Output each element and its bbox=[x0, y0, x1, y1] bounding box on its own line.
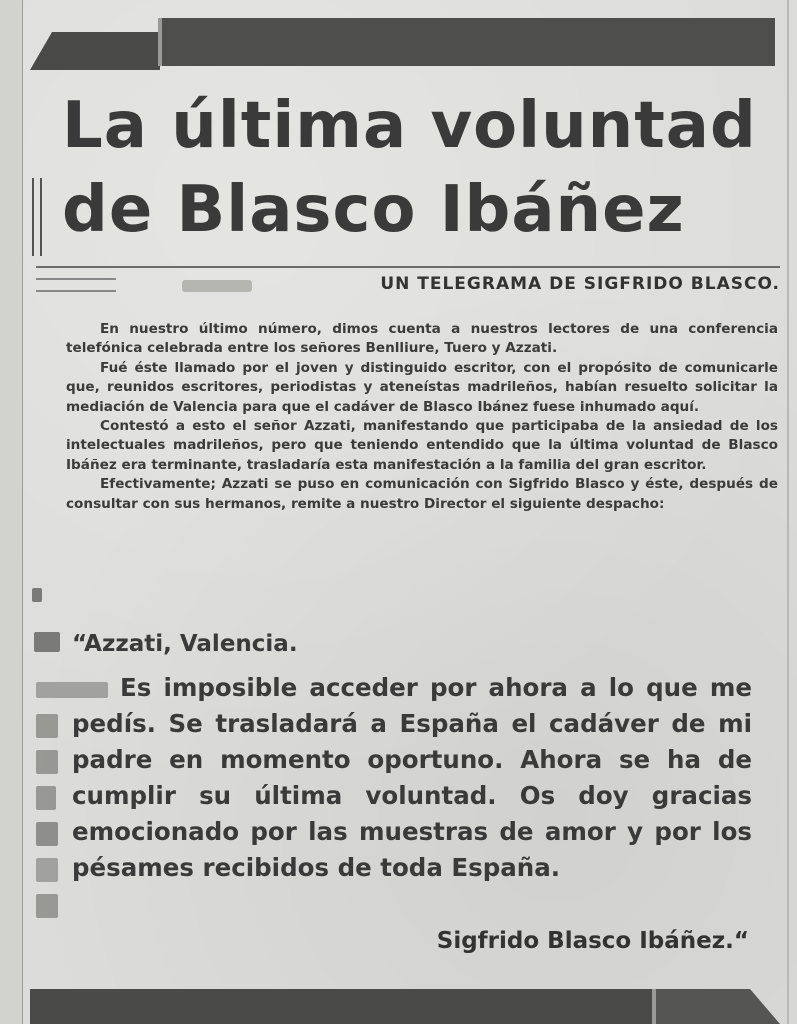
headline-line-2: de Blasco Ibáñez bbox=[62, 173, 685, 247]
paragraph: Contestó a esto el señor Azzati, manifestando que participaba de la ansiedad de los intelectuales madrileños, pero que teniendo entendido que la última voluntad de Blasco Ibáñez era terminante, trasladaría esta manifestación a la familia del gran escritor. bbox=[66, 418, 778, 473]
top-decorative-band bbox=[30, 18, 775, 70]
right-column-rule bbox=[787, 0, 789, 1024]
paragraph: Fué éste llamado por el joven y distinguido escritor, con el propósito de comunicarle que, reunidos escritores, periodistas y ateneístas madrileños, habían resuelto solicitar la mediación de Valencia para que el cadáver de Blasco Ibánez fuese inhumado aquí. bbox=[66, 359, 778, 415]
adjacent-column-edge bbox=[0, 0, 23, 1024]
margin-mark bbox=[34, 632, 60, 652]
paragraph: Efectivamente; Azzati se puso en comunicación con Sigfrido Blasco y éste, después de consultar con sus hermanos, remite a nuestro Director el siguiente despacho: bbox=[66, 476, 778, 512]
headline-line-1: La última voluntad bbox=[62, 89, 757, 163]
headline-margin-bar bbox=[32, 178, 42, 256]
bottom-decorative-band bbox=[30, 985, 780, 1024]
margin-mark bbox=[36, 750, 58, 774]
subheading: UN TELEGRAMA DE SIGFRIDO BLASCO. bbox=[380, 274, 780, 294]
headline bbox=[62, 84, 762, 252]
margin-mark bbox=[36, 786, 56, 810]
paragraph: En nuestro último número, dimos cuenta a nuestros lectores de una conferencia telefónica celebrada entre los señores Benlliure, Tuero y Azzati. bbox=[66, 321, 778, 357]
margin-mark bbox=[36, 714, 58, 738]
margin-mark bbox=[36, 858, 58, 882]
telegram-heading: “Azzati, Valencia. bbox=[72, 631, 298, 657]
margin-mark bbox=[36, 822, 58, 846]
margin-mark bbox=[36, 894, 58, 918]
article-body bbox=[66, 320, 778, 514]
telegram-quote bbox=[72, 628, 752, 886]
telegram-body: Es imposible acceder por ahora a lo que me pedís. Se trasladará a España el cadáver de mi padre en momento oportuno. Ahora se ha de cumplir su última voluntad. Os doy gracias emocionado por las muestras de amor y por los pésames recibidos de toda España. bbox=[72, 673, 752, 882]
telegram-signature: Sigfrido Blasco Ibáñez.“ bbox=[436, 928, 749, 954]
margin-mark bbox=[32, 588, 42, 602]
margin-mark bbox=[36, 682, 108, 698]
headline-rule bbox=[36, 266, 780, 268]
